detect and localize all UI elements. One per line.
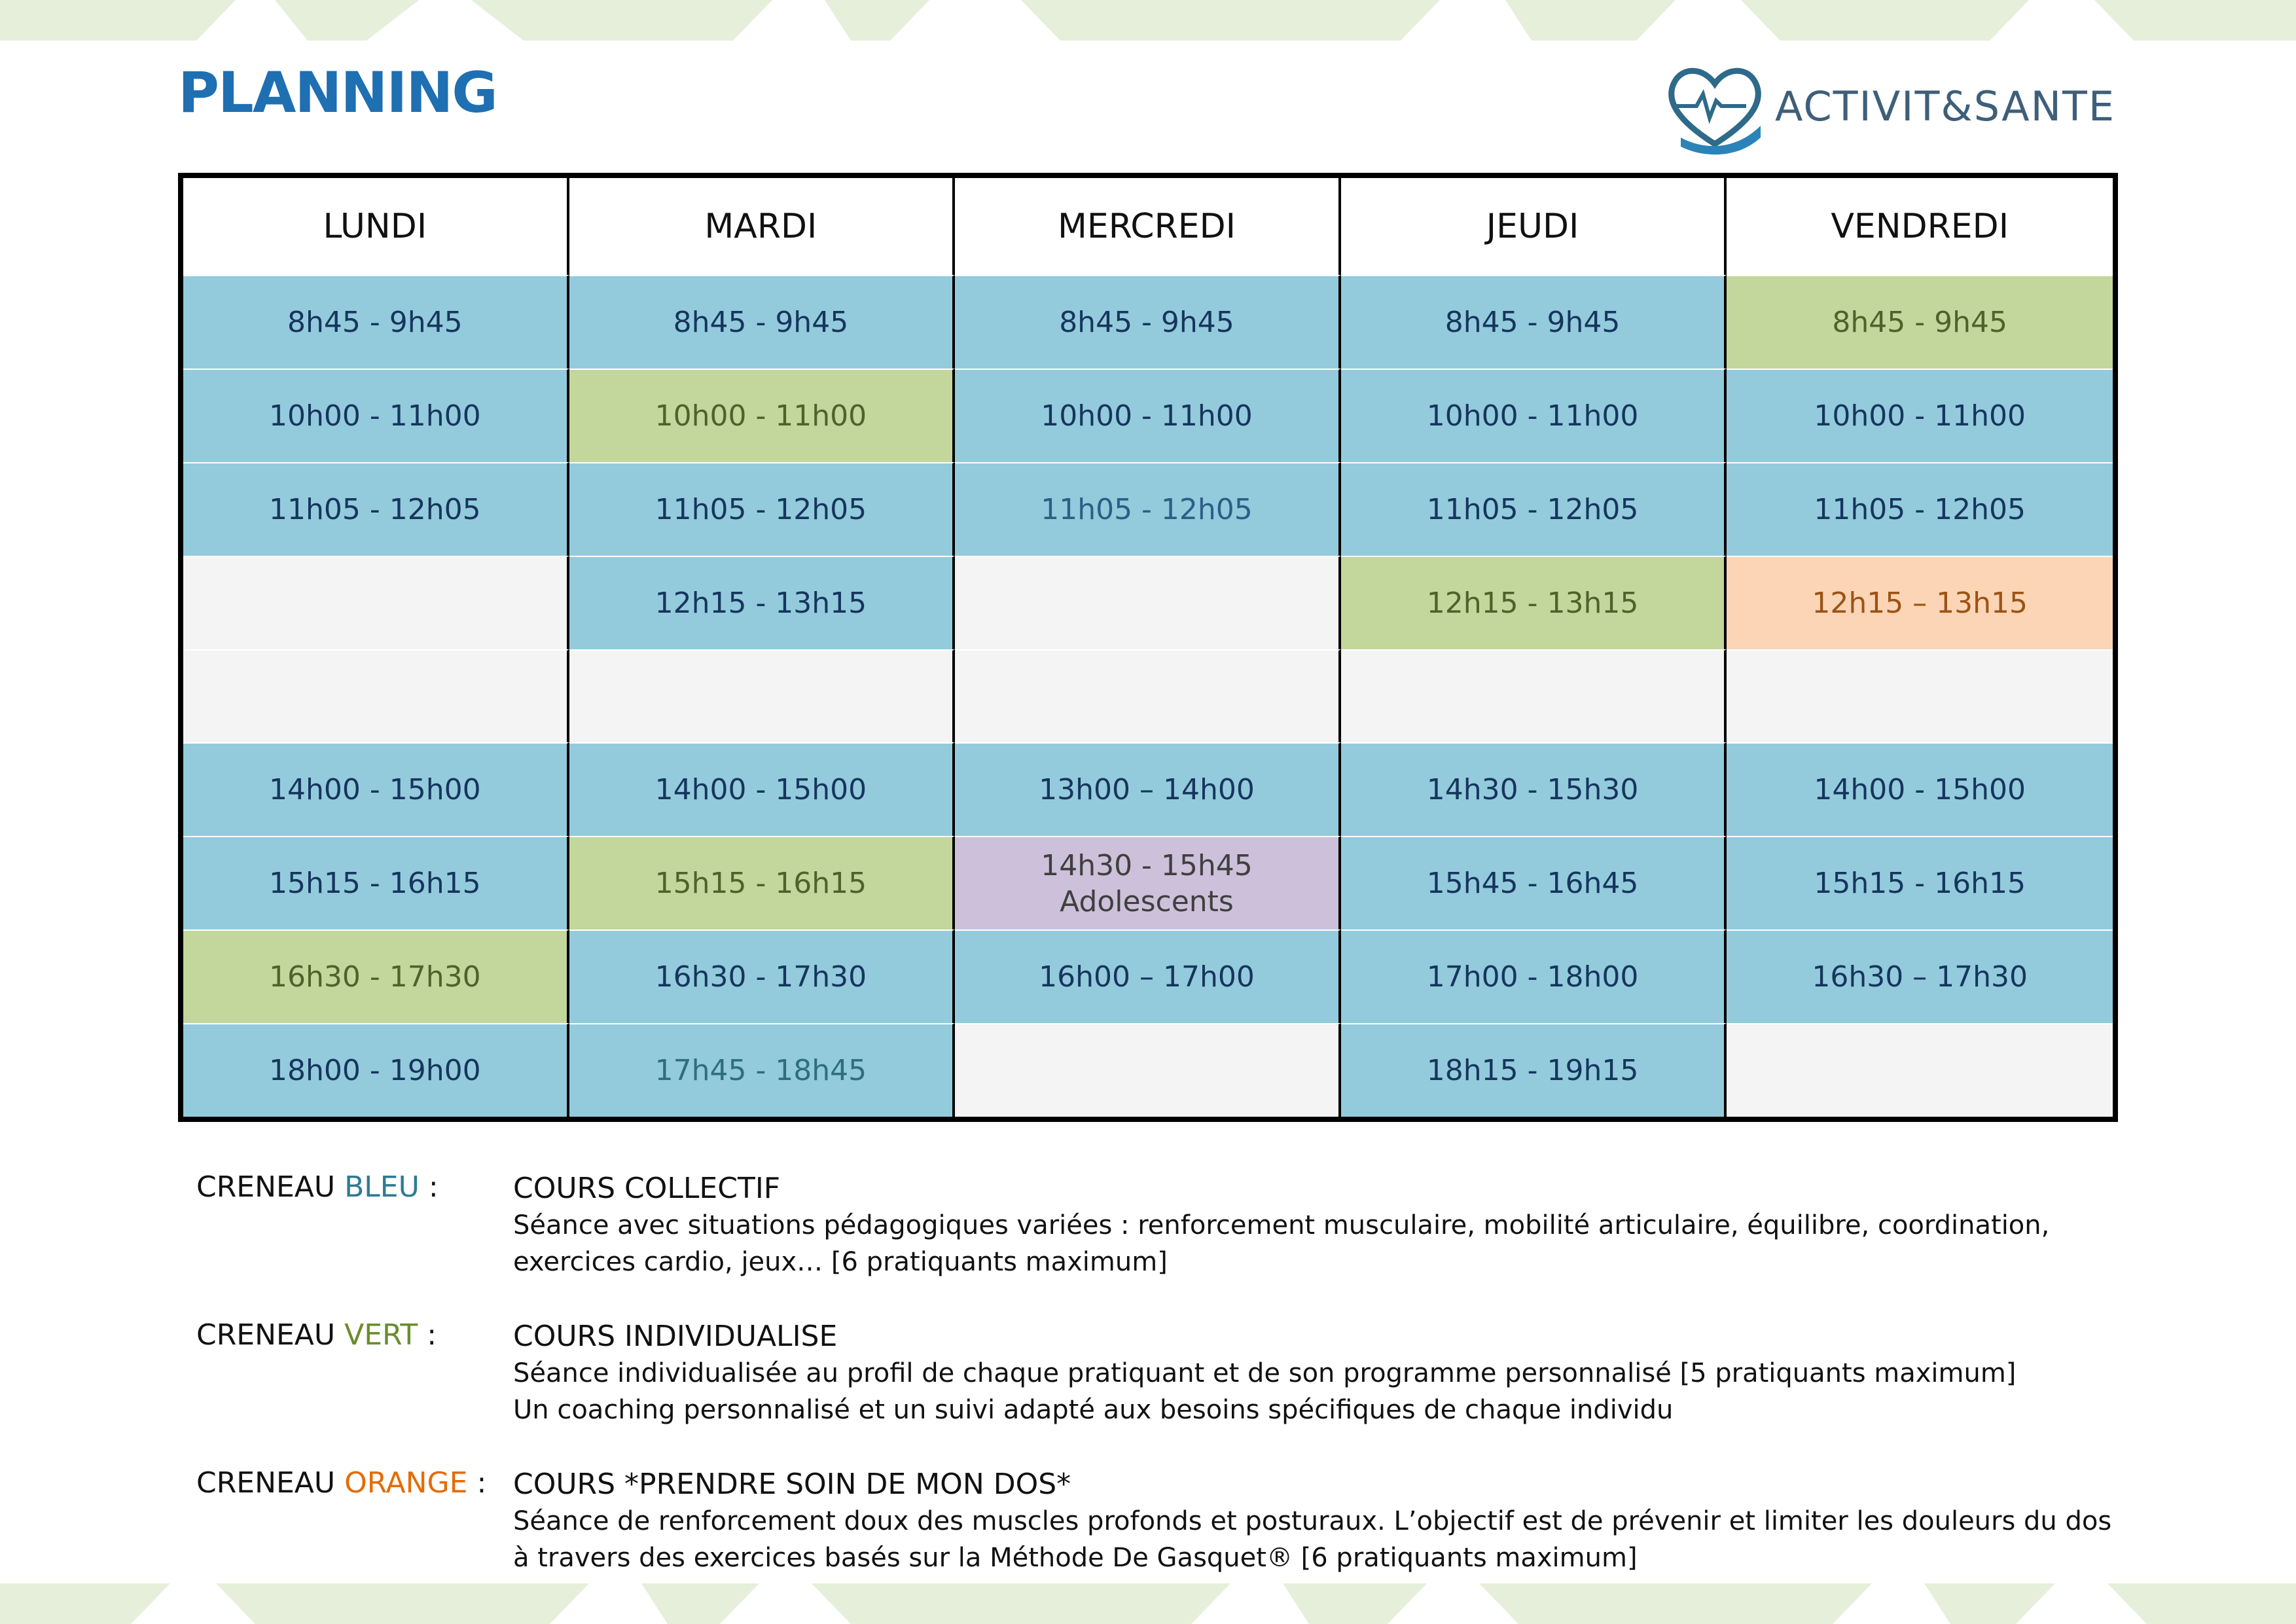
time-slot-label: 14h00 - 15h00: [269, 773, 481, 807]
time-slot: [183, 929, 569, 1023]
time-slot-label: 8h45 - 9h45: [1059, 305, 1234, 339]
weekly-schedule-table: [178, 173, 2118, 1122]
time-slot: [955, 275, 1341, 369]
decorative-bottom-band: [0, 1583, 2296, 1624]
time-slot: [955, 369, 1341, 462]
time-slot-label: 8h45 - 9h45: [673, 305, 849, 339]
heart-hand-icon: [1662, 60, 1767, 158]
time-slot-label: 18h15 - 19h15: [1426, 1054, 1639, 1088]
time-slot-label: 14h30 - 15h45: [1041, 848, 1253, 882]
time-slot-label: 10h00 - 11h00: [1041, 399, 1253, 433]
time-slot-label: 15h15 - 16h15: [655, 867, 867, 901]
time-slot-label: 15h45 - 16h45: [1426, 867, 1639, 901]
time-slot-label: 16h30 - 17h30: [269, 960, 481, 994]
empty-slot: [569, 649, 956, 743]
legend-green: [196, 1318, 2134, 1428]
time-slot-label: 11h05 - 12h05: [1426, 492, 1639, 526]
time-slot-sublabel: Adolescents: [1060, 884, 1234, 918]
empty-slot: [183, 556, 569, 649]
time-slot-label: 14h30 - 15h30: [1426, 773, 1639, 807]
time-slot-label: 13h00 – 14h00: [1039, 773, 1255, 807]
empty-slot: [955, 1023, 1341, 1117]
legend-blue-line: Séance avec situations pédagogiques variées : renforcement musculaire, mobilité articulaire, équilibre, coordination,: [513, 1210, 2050, 1240]
time-slot-label: 12h15 - 13h15: [1426, 586, 1639, 620]
time-slot: [1341, 836, 1727, 929]
time-slot: [1727, 929, 2113, 1023]
day-header-mardi: MARDI: [569, 178, 956, 275]
time-slot-label: 15h15 - 16h15: [269, 867, 481, 901]
legend-blue-label: CRENEAU BLEU :: [196, 1170, 439, 1204]
time-slot-label: 10h00 - 11h00: [655, 399, 867, 433]
time-slot-label: 15h15 - 16h15: [1814, 867, 2026, 901]
time-slot: [1727, 836, 2113, 929]
time-slot: [1341, 275, 1727, 369]
legend-green-title: COURS INDIVIDUALISE: [513, 1320, 838, 1353]
empty-slot: [183, 649, 569, 743]
empty-slot: [1341, 649, 1727, 743]
day-header-jeudi: JEUDI: [1341, 178, 1727, 275]
time-slot-label: 8h45 - 9h45: [1444, 305, 1621, 339]
time-slot: [955, 742, 1341, 836]
time-slot-label: 12h15 – 13h15: [1812, 586, 2028, 620]
legend-orange-line: Séance de renforcement doux des muscles profonds et posturaux. L’objectif est de prévenir et limiter les douleurs du dos: [513, 1506, 2112, 1536]
empty-slot: [1727, 649, 2113, 743]
legend-orange-keyword: ORANGE: [344, 1466, 468, 1500]
legend-green-line: Un coaching personnalisé et un suivi adapté aux besoins spécifiques de chaque individu: [513, 1395, 1674, 1425]
brand-logo: [1662, 60, 2121, 158]
time-slot: [1341, 369, 1727, 462]
time-slot: [569, 929, 956, 1023]
time-slot: [1727, 742, 2113, 836]
time-slot: [569, 556, 956, 649]
legend-orange-label: CRENEAU ORANGE :: [196, 1466, 487, 1500]
time-slot: [955, 836, 1341, 929]
empty-slot: [1727, 1023, 2113, 1117]
time-slot: [183, 275, 569, 369]
time-slot: [1727, 369, 2113, 462]
empty-slot: [955, 556, 1341, 649]
time-slot: [955, 929, 1341, 1023]
time-slot: [183, 836, 569, 929]
time-slot: [183, 462, 569, 556]
time-slot: [1341, 742, 1727, 836]
day-header-vendredi: VENDREDI: [1727, 178, 2113, 275]
legend-green-line: Séance individualisée au profil de chaque pratiquant et de son programme personnalisé [5 pratiquants maximum]: [513, 1358, 2017, 1388]
time-slot-label: 8h45 - 9h45: [1832, 305, 2007, 339]
time-slot: [569, 1023, 956, 1117]
legend-blue-title: COURS COLLECTIF: [513, 1172, 781, 1205]
time-slot: [569, 275, 956, 369]
legend-green-label: CRENEAU VERT :: [196, 1318, 437, 1352]
legend-orange-line: à travers des exercices basés sur la Méthode De Gasquet® [6 pratiquants maximum]: [513, 1543, 1638, 1573]
time-slot: [569, 742, 956, 836]
time-slot: [183, 369, 569, 462]
time-slot-label: 10h00 - 11h00: [1426, 399, 1639, 433]
legend-blue: [196, 1170, 2134, 1280]
time-slot: [1727, 556, 2113, 649]
time-slot: [1727, 462, 2113, 556]
time-slot: [1341, 929, 1727, 1023]
time-slot: [183, 742, 569, 836]
time-slot-label: 11h05 - 12h05: [655, 492, 867, 526]
time-slot-label: 16h30 – 17h30: [1812, 960, 2028, 994]
legend-green-keyword: VERT: [344, 1318, 418, 1352]
decorative-top-band: [0, 0, 2296, 41]
time-slot: [1341, 1023, 1727, 1117]
legend: [196, 1170, 2134, 1614]
time-slot-label: 12h15 - 13h15: [655, 586, 867, 620]
time-slot-label: 14h00 - 15h00: [655, 773, 867, 807]
time-slot-label: 17h45 - 18h45: [655, 1054, 867, 1088]
time-slot: [569, 836, 956, 929]
time-slot-label: 16h00 – 17h00: [1039, 960, 1255, 994]
time-slot: [183, 1023, 569, 1117]
time-slot-label: 8h45 - 9h45: [287, 305, 463, 339]
time-slot-label: 10h00 - 11h00: [1814, 399, 2026, 433]
legend-blue-keyword: BLEU: [344, 1170, 420, 1204]
time-slot: [955, 462, 1341, 556]
time-slot-label: 11h05 - 12h05: [1041, 492, 1253, 526]
time-slot-label: 11h05 - 12h05: [269, 492, 481, 526]
time-slot: [1341, 556, 1727, 649]
time-slot: [1341, 462, 1727, 556]
legend-orange: [196, 1466, 2134, 1576]
brand-name: ACTIVIT&SANTE: [1775, 82, 2116, 130]
day-header-lundi: LUNDI: [183, 178, 569, 275]
time-slot: [1727, 275, 2113, 369]
legend-blue-line: exercices cardio, jeux… [6 pratiquants maximum]: [513, 1247, 1168, 1277]
time-slot: [569, 369, 956, 462]
legend-orange-title: COURS *PRENDRE SOIN DE MON DOS*: [513, 1468, 1071, 1501]
time-slot-label: 16h30 - 17h30: [655, 960, 867, 994]
time-slot-label: 14h00 - 15h00: [1814, 773, 2026, 807]
time-slot-label: 18h00 - 19h00: [269, 1054, 481, 1088]
time-slot-label: 10h00 - 11h00: [269, 399, 481, 433]
empty-slot: [955, 649, 1341, 743]
time-slot: [569, 462, 956, 556]
time-slot-label: 11h05 - 12h05: [1814, 492, 2026, 526]
page-title: PLANNING: [178, 60, 497, 126]
time-slot-label: 17h00 - 18h00: [1426, 960, 1639, 994]
day-header-mercredi: MERCREDI: [955, 178, 1341, 275]
